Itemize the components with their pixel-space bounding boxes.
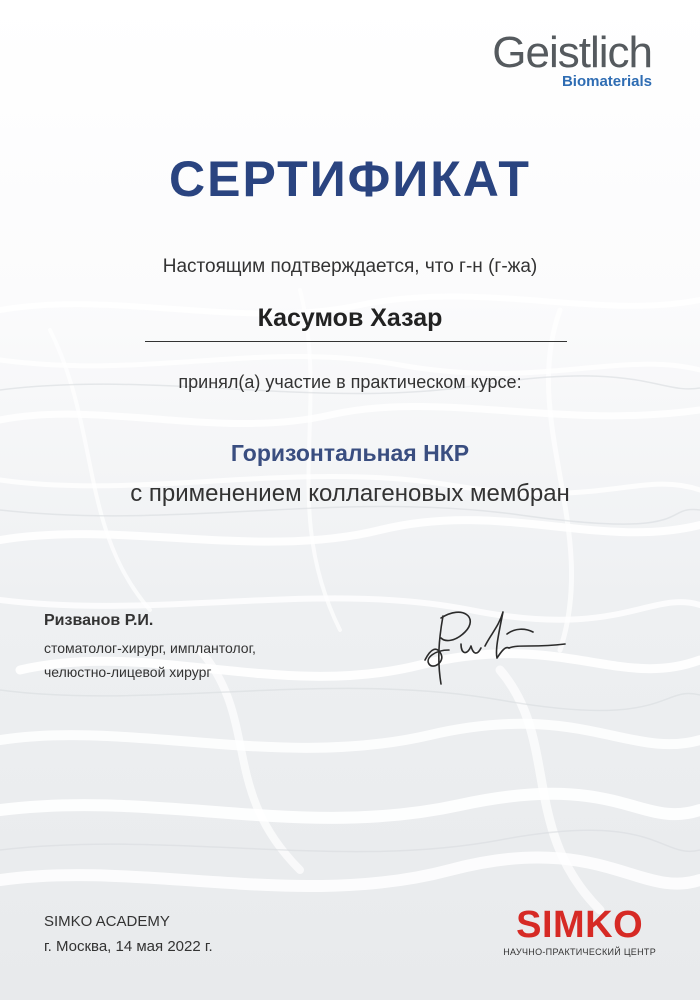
geistlich-logo xyxy=(492,30,652,90)
geistlich-logo-subtext: Biomaterials xyxy=(561,73,652,90)
signatory-name: Ризванов Р.И. xyxy=(44,612,154,629)
simko-logo-subtext: НАУЧНО-ПРАКТИЧЕСКИЙ ЦЕНТР xyxy=(503,947,656,957)
certificate-title: СЕРТИФИКАТ xyxy=(169,151,531,207)
simko-logo-text: SIMKO xyxy=(516,904,644,946)
confirm-text: Настоящим подтверждается, что г-н (г-жа) xyxy=(162,256,538,277)
city-date: г. Москва, 14 мая 2022 г. xyxy=(44,938,213,955)
geistlich-logo-text: Geistlich xyxy=(492,28,652,77)
participation-text: принял(а) участие в практическом курсе: xyxy=(178,372,522,392)
name-underline xyxy=(145,341,567,342)
recipient-name: Касумов Хазар xyxy=(257,304,443,332)
signatory-role-line2: челюстно-лицевой хирург xyxy=(44,664,212,680)
course-title-line2: с применением коллагеновых мембран xyxy=(130,480,570,507)
signatory-role-line1: стоматолог-хирург, имплантолог, xyxy=(44,640,256,656)
handwritten-signature xyxy=(415,598,575,688)
academy-name: SIMKO ACADEMY xyxy=(44,913,170,930)
simko-logo xyxy=(503,905,656,957)
course-title-line1: Горизонтальная НКР xyxy=(230,440,470,466)
